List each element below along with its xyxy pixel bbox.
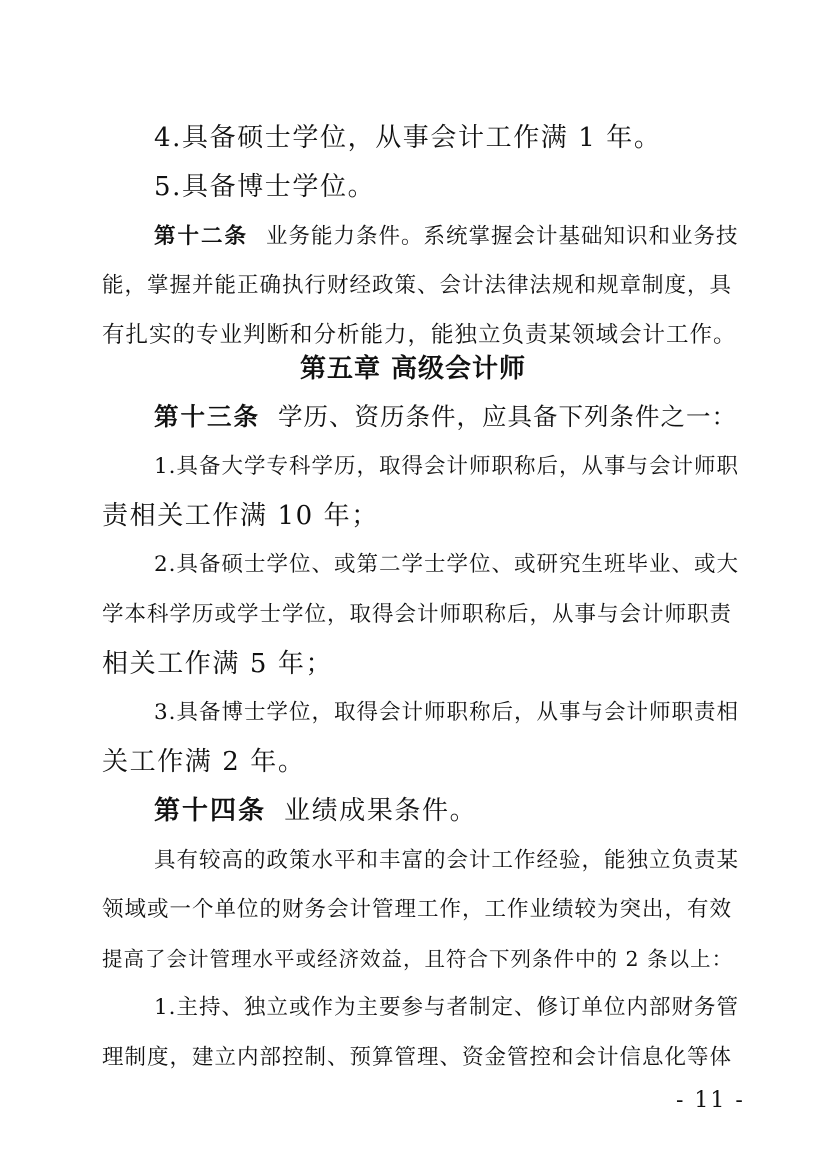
paragraph-line: 1.具备大学专科学历，取得会计师职称后，从事与会计师职 xyxy=(154,454,740,479)
paragraph-line: 3.具备博士学位，取得会计师职称后，从事与会计师职责相 xyxy=(154,700,740,725)
article-13-text: 学历、资历条件，应具备下列条件之一： xyxy=(278,402,737,431)
paragraph-line: 提高了会计管理水平或经济效益，且符合下列条件中的 2 条以上： xyxy=(102,947,734,971)
page-number: - 11 - xyxy=(676,1088,745,1113)
article-13-line xyxy=(154,402,744,432)
paragraph-line: 关工作满 2 年。 xyxy=(102,747,306,777)
paragraph-line: 学本科学历或学士学位，取得会计师职称后，从事与会计师职责 xyxy=(102,602,733,627)
paragraph-line: 责相关工作满 10 年； xyxy=(102,501,379,531)
article-12-heading: 第十二条 xyxy=(154,224,249,249)
article-14-line xyxy=(154,796,744,826)
article-12-text: 业务能力条件。系统掌握会计基础知识和业务技 xyxy=(266,224,739,249)
paragraph-line: 能，掌握并能正确执行财经政策、会计法律法规和规章制度，具 xyxy=(102,273,733,298)
paragraph-line: 理制度，建立内部控制、预算管理、资金管控和会计信息化等体 xyxy=(102,1045,733,1070)
article-13-heading: 第十三条 xyxy=(154,402,260,431)
chapter-heading: 第五章 高级会计师 xyxy=(299,354,527,384)
paragraph-line: 5.具备博士学位。 xyxy=(154,172,376,202)
article-12-line xyxy=(154,222,744,252)
paragraph-line: 1.主持、独立或作为主要参与者制定、修订单位内部财务管 xyxy=(154,995,740,1020)
paragraph-line: 领域或一个单位的财务会计管理工作，工作业绩较为突出，有效 xyxy=(102,897,733,922)
paragraph-line: 2.具备硕士学位、或第二学士学位、或研究生班毕业、或大 xyxy=(154,552,740,577)
article-14-heading: 第十四条 xyxy=(154,796,267,826)
paragraph-line: 4.具备硕士学位，从事会计工作满 1 年。 xyxy=(154,123,662,153)
paragraph-line: 有扎实的专业判断和分析能力，能独立负责某领域会计工作。 xyxy=(102,322,737,348)
paragraph-line: 具有较高的政策水平和丰富的会计工作经验，能独立负责某 xyxy=(154,848,740,873)
article-14-text: 业绩成果条件。 xyxy=(284,796,478,826)
paragraph-line: 相关工作满 5 年； xyxy=(102,649,334,679)
